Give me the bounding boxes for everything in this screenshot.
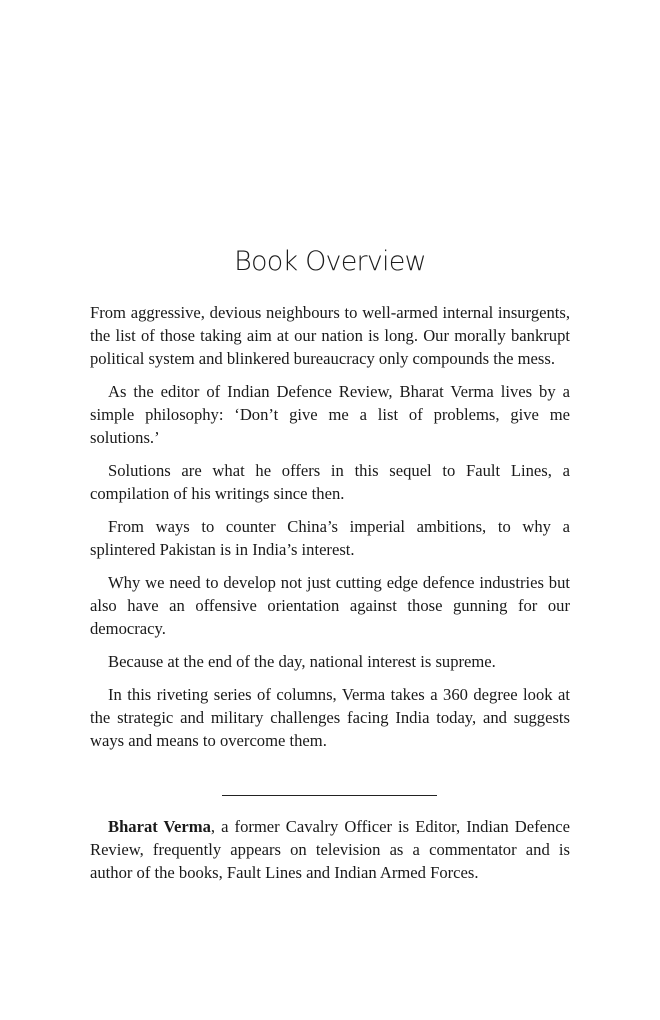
- page-title: Book Overview: [234, 246, 426, 277]
- overview-paragraph-2: As the editor of Indian Defence Review, Bharat Verma lives by a simple philosophy: ‘Don’t give me a list of problems, give me solutions.’: [90, 382, 570, 447]
- overview-paragraph-7: In this riveting series of columns, Verma takes a 360 degree look at the strategic and military challenges facing India today, and suggests ways and means to overcome them.: [90, 685, 570, 750]
- section-divider: [222, 795, 437, 796]
- overview-paragraph-3: Solutions are what he offers in this sequel to Fault Lines, a compilation of his writings since then.: [90, 461, 570, 503]
- overview-paragraph-6: Because at the end of the day, national interest is supreme.: [108, 652, 496, 671]
- book-overview-page: [90, 0, 570, 1020]
- author-bio: [90, 815, 570, 884]
- author-name: Bharat Verma: [108, 817, 211, 836]
- overview-paragraph-5: Why we need to develop not just cutting edge defence industries but also have an offensive orientation against those gunning for our democracy.: [90, 573, 570, 638]
- overview-paragraph-1: From aggressive, devious neighbours to well-armed internal insurgents, the list of those taking aim at our nation is long. Our morally bankrupt political system and blinkered bureaucracy only compounds the mess.: [90, 303, 570, 368]
- overview-paragraph-4: From ways to counter China’s imperial ambitions, to why a splintered Pakistan is in India’s interest.: [90, 517, 570, 559]
- overview-body: [90, 301, 570, 762]
- author-bio-text: , a former Cavalry Officer is Editor, Indian Defence Review, frequently appears on television as a commentator and is author of the books, Fault Lines and Indian Armed Forces.: [90, 817, 570, 882]
